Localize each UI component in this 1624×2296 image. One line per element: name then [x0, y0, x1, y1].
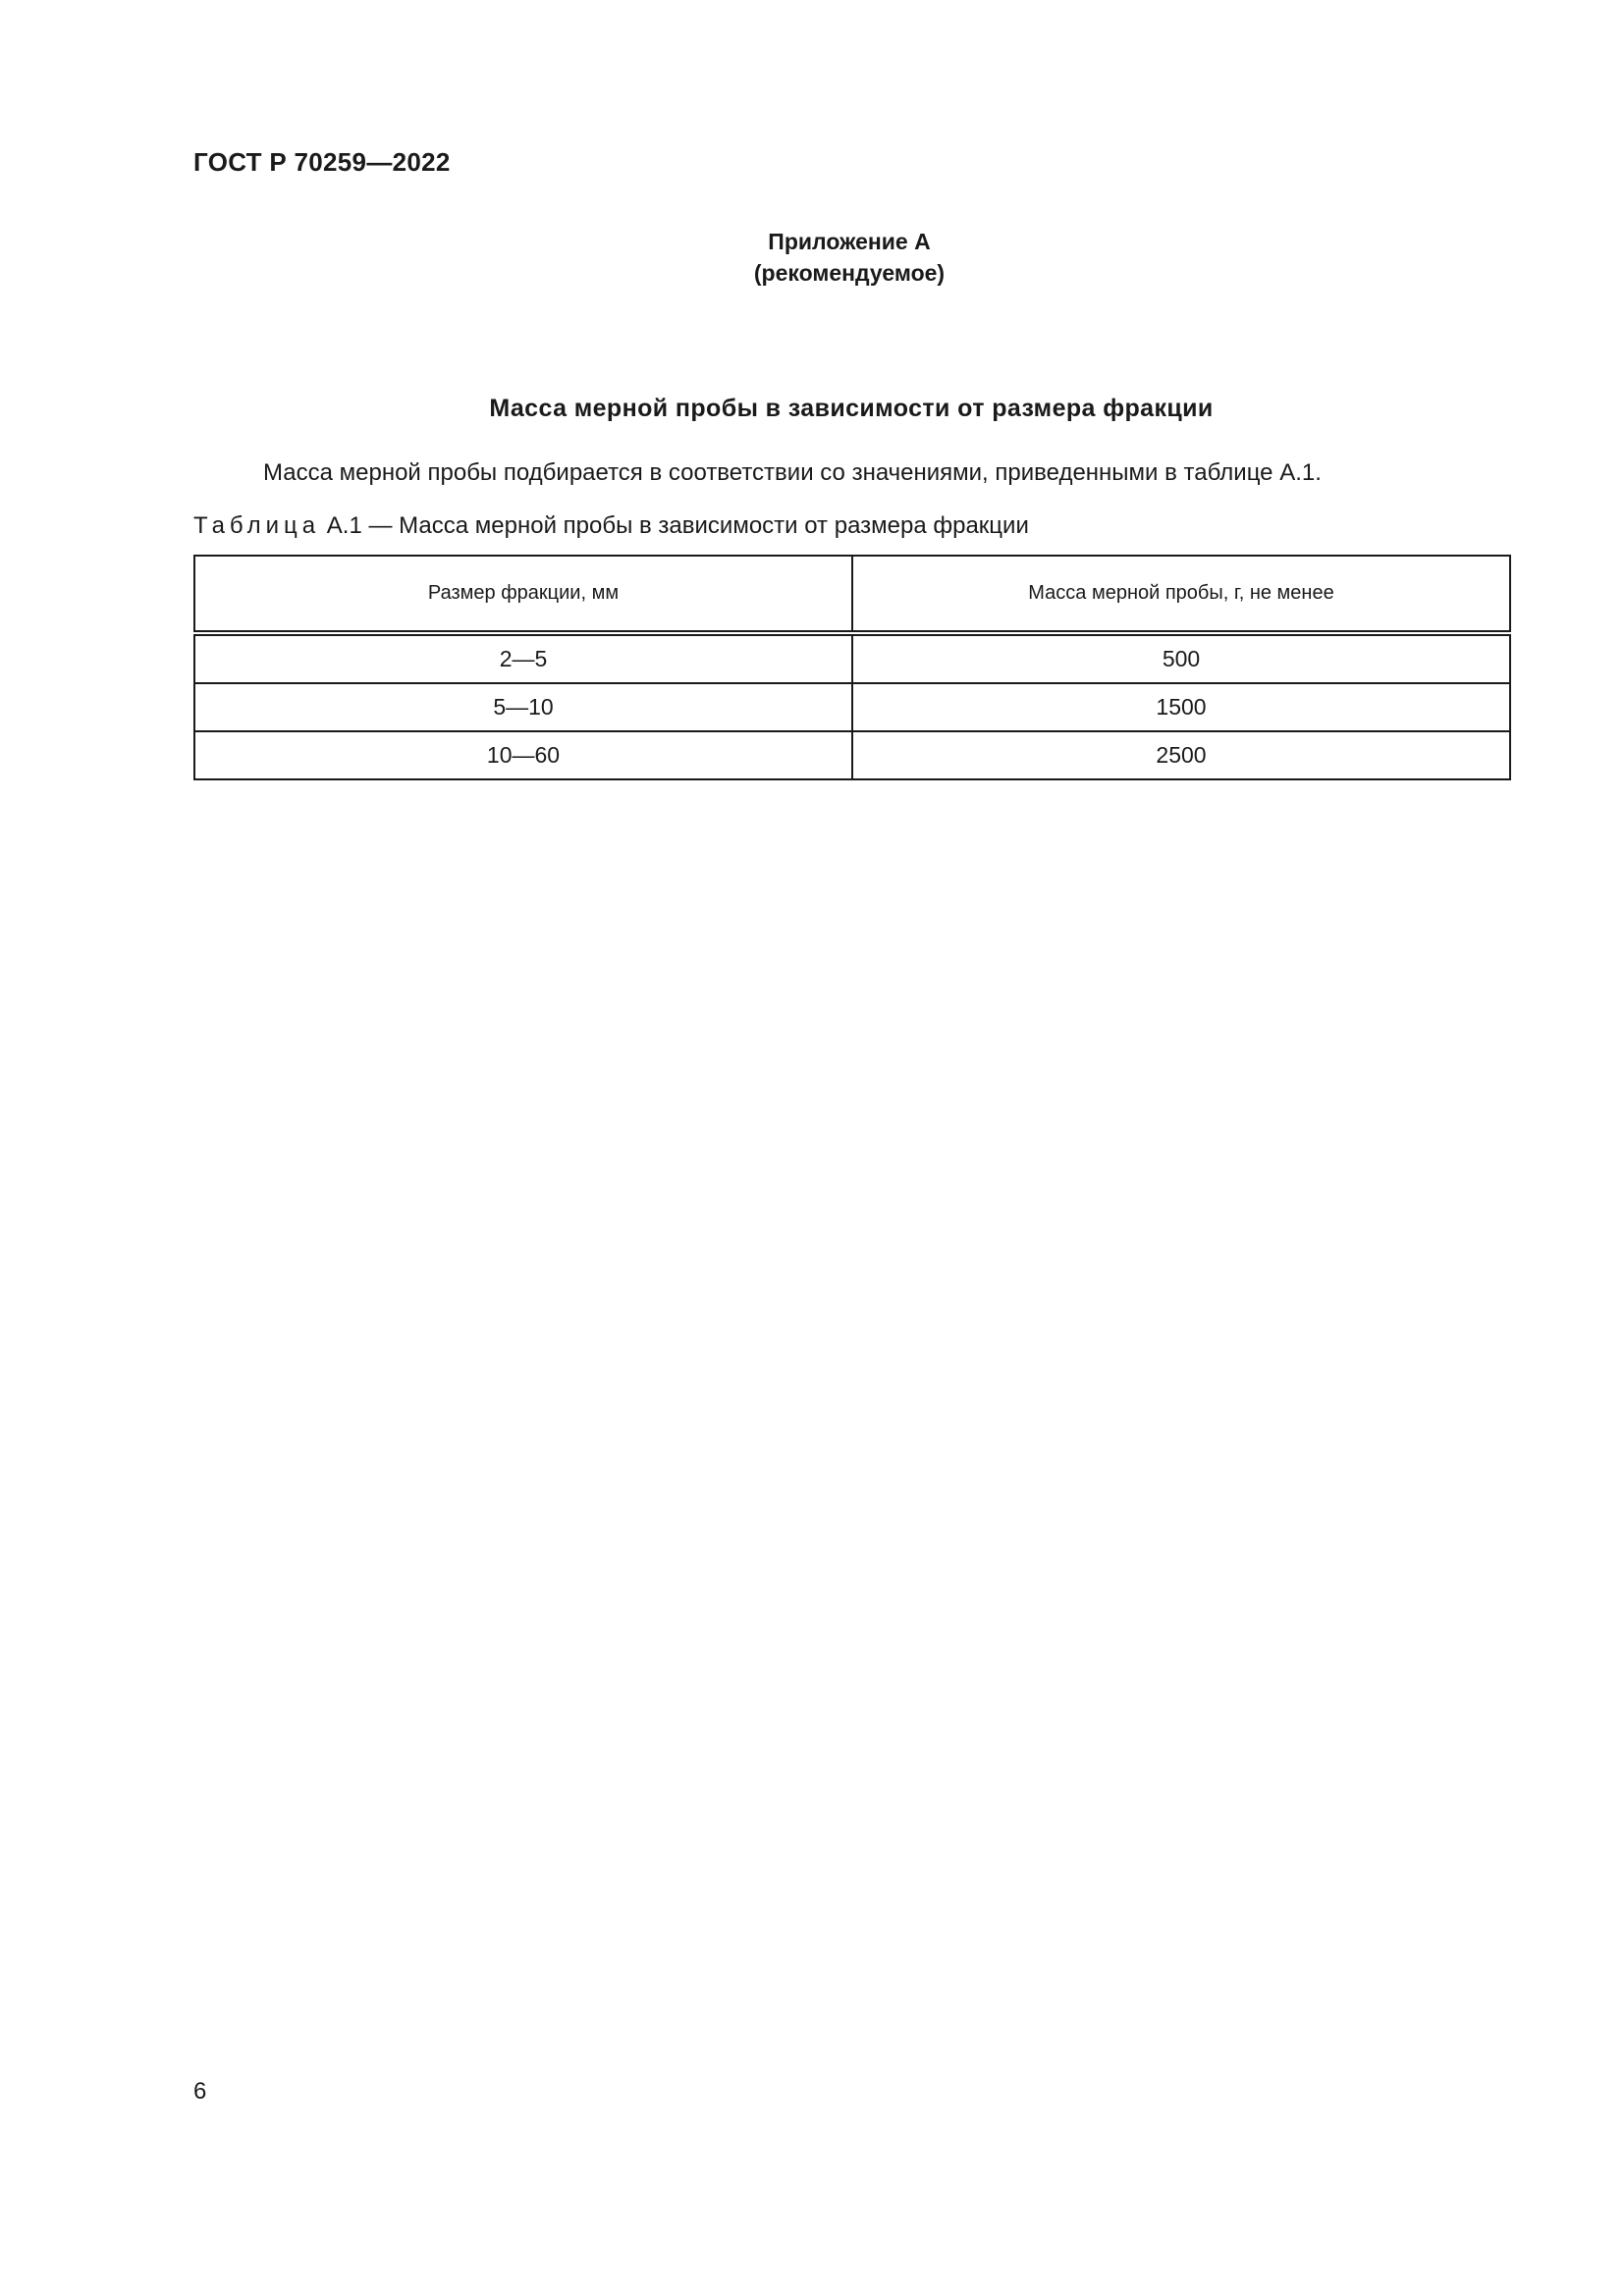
- appendix-status: (рекомендуемое): [753, 260, 946, 286]
- cell-sample-mass: 2500: [852, 731, 1510, 779]
- header-fraction-size: Размер фракции, мм: [194, 556, 852, 633]
- body-paragraph: Масса мерной пробы подбирается в соответствии со значениями, приведенными в таблице А.1.: [263, 459, 1322, 486]
- cell-fraction-size: 2—5: [194, 633, 852, 683]
- appendix-heading: [0, 226, 1624, 289]
- table-row: [194, 731, 1510, 779]
- table-row: [194, 683, 1510, 731]
- fraction-mass-table: [193, 555, 1511, 780]
- cell-fraction-size: 5—10: [194, 683, 852, 731]
- table-caption: [193, 512, 1029, 540]
- header-sample-mass: Масса мерной пробы, г, не менее: [852, 556, 1510, 633]
- document-code: ГОСТ Р 70259—2022: [193, 147, 451, 177]
- cell-sample-mass: 1500: [852, 683, 1510, 731]
- table-row: [194, 633, 1510, 683]
- table-caption-label: Таблица: [193, 512, 321, 539]
- table-caption-text: А.1 — Масса мерной пробы в зависимости от размера фракции: [326, 512, 1029, 539]
- appendix-title: Приложение А: [768, 229, 931, 254]
- cell-fraction-size: 10—60: [194, 731, 852, 779]
- page-number: 6: [193, 2078, 207, 2105]
- section-title: Масса мерной пробы в зависимости от размера фракции: [489, 395, 1214, 422]
- cell-sample-mass: 500: [852, 633, 1510, 683]
- table-header-row: [194, 556, 1510, 633]
